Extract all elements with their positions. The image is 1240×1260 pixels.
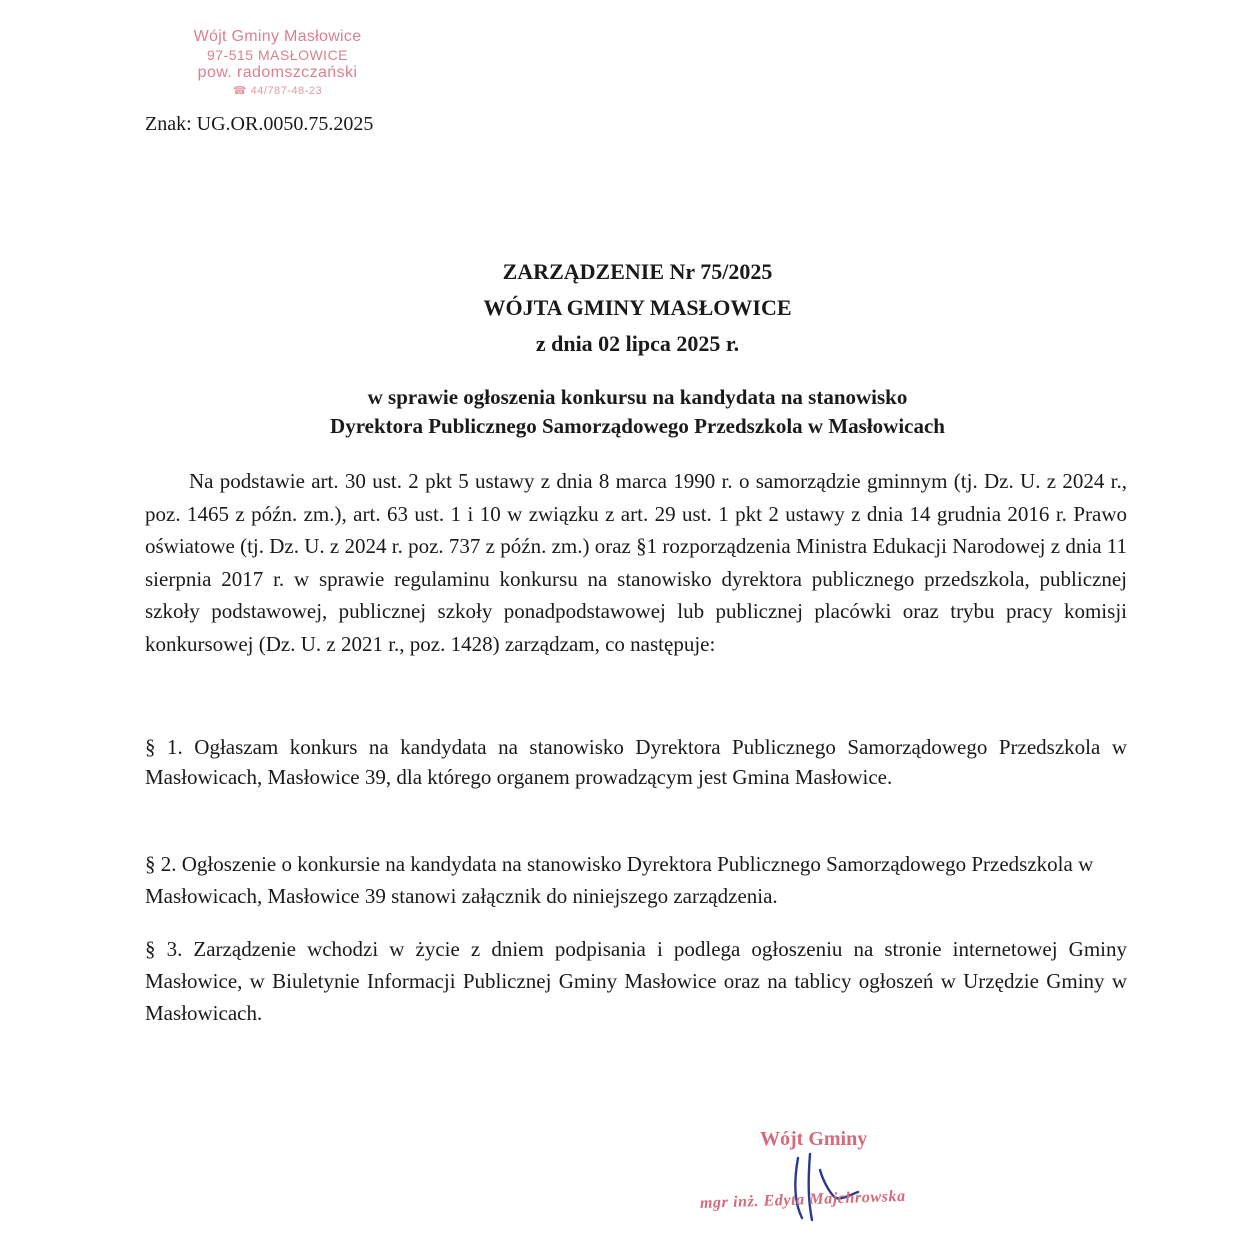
preamble-paragraph: Na podstawie art. 30 ust. 2 pkt 5 ustawy z dnia 8 marca 1990 r. o samorządzie gminnym (tj. Dz. U. z 2024 r., poz. 1465 z późn. zm.), art. 63 ust. 1 i 10 w związku z art. 29 ust. 1 pkt 2 ustawy z dnia 14 grudnia 2016 r. Prawo oświatowe (tj. Dz. U. z 2024 r. poz. 737 z późn. zm.) oraz §1 rozporządzenia Ministra Edukacji Narodowej z dnia 11 sierpnia 2017 r. w sprawie regulaminu konkursu na stanowisko dyrektora publicznego przedszkola, publicznej szkoły podstawowej, publicznej szkoły ponadpodstawowej lub publicznej placówki oraz trybu pracy komisji konkursowej (Dz. U. z 2021 r., poz. 1428) zarządzam, co następuje:: [145, 469, 1127, 656]
handwritten-signature: [780, 1140, 870, 1230]
subject-line-1: w sprawie ogłoszenia konkursu na kandydata na stanowisko: [367, 385, 908, 409]
section-1-paragraph: § 1. Ogłaszam konkurs na kandydata na stanowisko Dyrektora Publicznego Samorządowego Przedszkola w Masłowicach, Masłowice 39, dla którego organem prowadzącym jest Gmina Masłowice.: [145, 735, 1127, 789]
reference-number: Znak: UG.OR.0050.75.2025: [145, 113, 374, 135]
stamp-line-office: Wójt Gminy Masłowice: [193, 28, 362, 45]
title-line-ordinance: ZARZĄDZENIE Nr 75/2025: [502, 259, 773, 284]
office-stamp: [160, 28, 395, 100]
title-line-issuer: WÓJTA GMINY MASŁOWICE: [483, 295, 792, 320]
signature-stamp-title: Wójt Gminy: [760, 1128, 868, 1150]
document-subject: [0, 383, 1240, 441]
signature-stamp-name: mgr inż. Edyta Majchrowska: [699, 1187, 907, 1212]
section-3-paragraph: § 3. Zarządzenie wchodzi w życie z dniem podpisania i podlega ogłoszeniu na stronie internetowej Gminy Masłowice, w Biuletynie Informacji Publicznej Gminy Masłowice oraz na tablicy ogłoszeń w Urzędzie Gminy w Masłowicach.: [145, 937, 1127, 1025]
stamp-line-county: pow. radomszczański: [197, 64, 358, 81]
section-2-paragraph: § 2. Ogłoszenie o konkursie na kandydata na stanowisko Dyrektora Publicznego Samorządowego Przedszkola w Masłowicach, Masłowice 39 stanowi załącznik do niniejszego zarządzenia.: [145, 852, 1094, 908]
document-title: [0, 254, 1240, 362]
stamp-line-phone: ☎ 44/787-48-23: [232, 85, 323, 97]
title-line-date: z dnia 02 lipca 2025 r.: [535, 331, 740, 356]
stamp-line-address: 97-515 MASŁOWICE: [206, 47, 349, 63]
subject-line-2: Dyrektora Publicznego Samorządowego Przedszkola w Masłowicach: [330, 414, 945, 438]
